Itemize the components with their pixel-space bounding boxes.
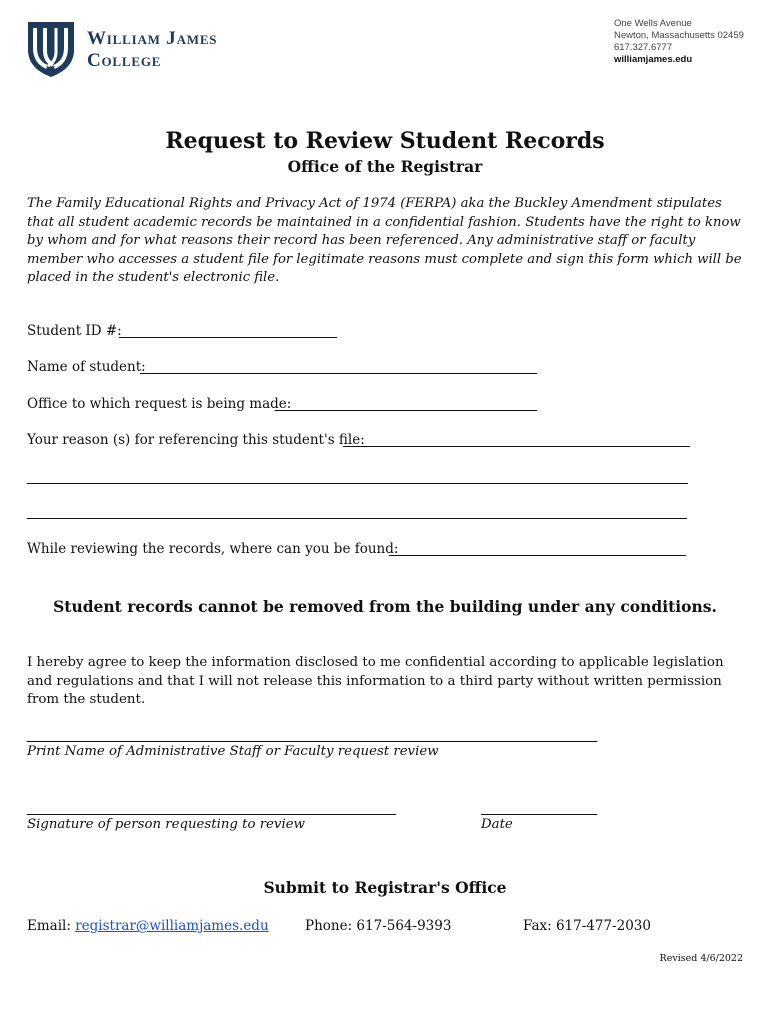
reason-label: Your reason (s) for referencing this student's file: (27, 432, 365, 448)
email-link[interactable]: registrar@williamjames.edu (75, 918, 269, 934)
location-field[interactable] (389, 555, 686, 556)
office-field[interactable] (275, 410, 537, 411)
reason-field-line2[interactable] (27, 483, 688, 484)
reason-field-line1[interactable] (343, 446, 690, 447)
college-logo-icon (26, 20, 76, 78)
location-label: While reviewing the records, where can you be found: (27, 541, 399, 557)
page-subtitle: Office of the Registrar (287, 157, 483, 176)
signature-caption: Signature of person requesting to review (27, 817, 305, 832)
student-name-label: Name of student: (27, 359, 146, 375)
removal-warning: Student records cannot be removed from the building under any conditions. (53, 597, 717, 616)
college-address (614, 18, 744, 66)
agreement-paragraph: I hereby agree to keep the information disclosed to me confidential according to applicable legislation and regulations and that I will not release this information to a third party without written permission from the student. (27, 655, 724, 707)
date-caption: Date (481, 817, 513, 832)
intro-paragraph: The Family Educational Rights and Privacy Act of 1974 (FERPA) aka the Buckley Amendment stipulates that all student academic records be maintained in a confidential fashion. Students have the right to know by whom and for what reasons their record has been referenced. Any administrative staff or faculty member who accesses a student file for legitimate reasons must complete and sign this form which will be placed in the student's electronic file. (27, 196, 742, 285)
email-contact (27, 918, 269, 934)
email-label: Email: (27, 918, 71, 934)
address-phone: 617.327.6777 (614, 42, 673, 53)
office-label: Office to which request is being made: (27, 396, 292, 412)
fax-contact: Fax: 617-477-2030 (523, 918, 651, 934)
address-city: Newton, Massachusetts 02459 (614, 30, 744, 41)
student-id-field[interactable] (119, 337, 337, 338)
phone-contact: Phone: 617-564-9393 (305, 918, 452, 934)
print-name-field[interactable] (27, 741, 597, 742)
reason-field-line3[interactable] (27, 518, 687, 519)
revised-date: Revised 4/6/2022 (659, 953, 743, 964)
print-name-caption: Print Name of Administrative Staff or Faculty request review (27, 744, 439, 759)
submit-heading: Submit to Registrar's Office (263, 878, 507, 897)
date-field[interactable] (481, 814, 597, 815)
signature-field[interactable] (27, 814, 396, 815)
address-web[interactable]: williamjames.edu (614, 54, 693, 65)
college-name-line2: College (87, 50, 162, 71)
page-title: Request to Review Student Records (165, 128, 605, 154)
college-name-line1: William James (87, 28, 218, 49)
student-name-field[interactable] (140, 373, 537, 374)
address-street: One Wells Avenue (614, 18, 692, 29)
college-name (87, 28, 217, 72)
student-id-label: Student ID #: (27, 323, 122, 339)
